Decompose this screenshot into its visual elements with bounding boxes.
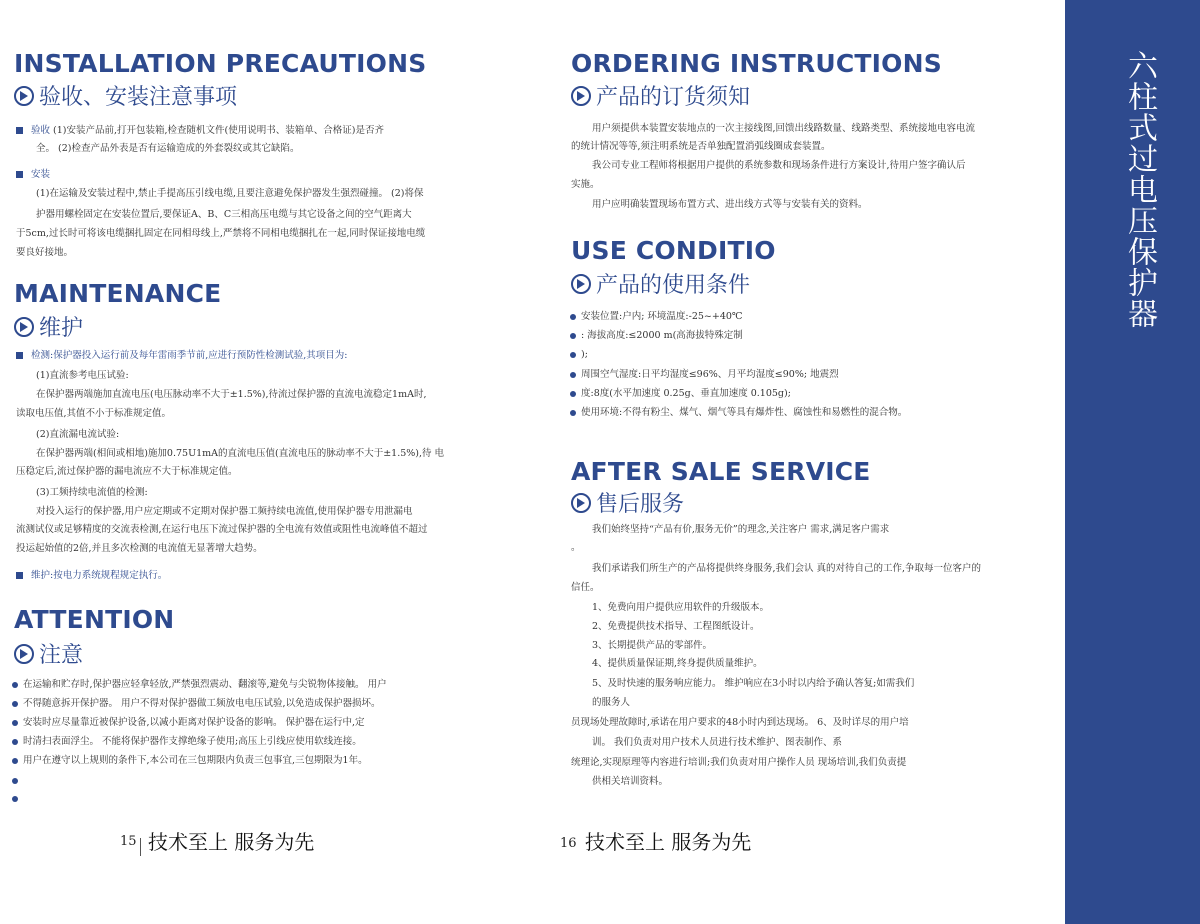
maint-lead — [16, 349, 347, 362]
dot-bullet-icon — [570, 372, 576, 378]
use-line5-text: 度:8度(水平加速度 0.25g、垂直加速度 0.105g); — [581, 388, 791, 399]
service-line6: 2、免费提供技术指导、工程图纸设计。 — [592, 621, 760, 632]
maintenance-title-cn — [14, 311, 83, 342]
dot-bullet-icon — [570, 333, 576, 339]
service-line13: 统理论,实现原理等内容进行培训;我们负责对用户操作人员 现场培训,我们负责提 — [571, 757, 907, 768]
ordering-title-cn-text: 产品的订货须知 — [596, 85, 751, 110]
use-line4 — [570, 368, 839, 381]
service-line11: 员现场处理故障时,承诺在用户要求的48小时内到达现场。 6、及时详尽的用户培 — [571, 717, 909, 728]
maintenance-title-cn-text: 维护 — [39, 316, 84, 341]
sidebar — [1065, 0, 1200, 924]
attention-line2 — [12, 697, 381, 710]
dot-bullet-icon — [570, 314, 576, 320]
attention-title-cn-text: 注意 — [39, 643, 84, 668]
installation-title-cn-text: 验收、安装注意事项 — [39, 85, 238, 110]
attention-line3 — [12, 716, 365, 729]
use-title-en: USE CONDITIO — [571, 236, 776, 265]
service-line10: 的服务人 — [592, 697, 631, 708]
install-b2-line2: 护器用螺栓固定在安装位置后,要保证A、B、C三相高压电缆与其它设备之间的空气距离大 — [36, 209, 412, 220]
attention-line2-text: 不得随意拆开保护器。 用户不得对保护器做工频放电电压试验,以免造成保护器损坏。 — [23, 698, 381, 709]
install-b2-line4: 要良好接地。 — [16, 247, 74, 258]
maint-line7: (3)工频持续电流值的检测: — [36, 487, 148, 498]
left-page — [0, 0, 540, 924]
maint-line9: 流测试仪或足够精度的交流表检测,在运行电压下流过保护器的全电流有效值或阻性电流峰值不超过 — [16, 524, 428, 535]
install-b2-label: 安装 — [31, 169, 51, 180]
service-line9: 5、及时快速的服务响应能力。 维护响应在3小时以内给予确认答复;如需我们 — [592, 678, 915, 689]
maint-line10: 投运起始值的2倍,并且多次检测的电流值无显著增大趋势。 — [16, 543, 263, 554]
use-line1-text: 安装位置:户内; 环境温度:-25~+40℃ — [581, 311, 743, 322]
attention-line1 — [12, 678, 387, 691]
maint-line1: (1)直流参考电压试验: — [36, 370, 129, 381]
attention-line5 — [12, 754, 368, 767]
use-line6-text: 使用环境:不得有粉尘、煤气、烟气等具有爆炸性、腐蚀性和易燃性的混合物。 — [581, 407, 908, 418]
attention-line5-text: 用户在遵守以上规则的条件下,本公司在三包期限内负责三包事宜,三包期限为1年。 — [23, 755, 368, 766]
use-line3-text: ); — [581, 349, 588, 360]
chevron-right-icon — [14, 317, 34, 337]
dot-bullet-icon — [570, 391, 576, 397]
attention-line4 — [12, 735, 362, 748]
service-line1: 我们始终坚持“产品有价,服务无价”的理念,关注客户 需求,满足客户需求 — [592, 524, 890, 535]
installation-title-cn — [14, 80, 237, 111]
ordering-line4: 实施。 — [571, 179, 600, 190]
attention-title-cn — [14, 638, 83, 669]
use-line1 — [570, 310, 743, 323]
attention-line4-text: 时清扫表面浮尘。 不能将保护器作支撑绝缘子使用;高压上引线应使用软线连接。 — [23, 736, 362, 747]
service-line4: 信任。 — [571, 582, 600, 593]
use-line5 — [570, 387, 791, 400]
use-title-cn-text: 产品的使用条件 — [596, 273, 751, 298]
service-title-cn-text: 售后服务 — [596, 492, 685, 517]
maint-line3: 读取电压值,其值不小于标准规定值。 — [16, 408, 172, 419]
page-number-right: 16 — [560, 836, 577, 851]
installation-title-en: INSTALLATION PRECAUTIONS — [14, 49, 427, 78]
square-bullet-icon — [16, 352, 23, 359]
use-line3 — [570, 348, 588, 361]
install-b1-text1: (1)安装产品前,打开包装箱,检查随机文件(使用说明书、装箱单、合格证)是否齐 — [53, 125, 384, 136]
page-divider — [140, 838, 141, 856]
footer-slogan-right: 技术至上 服务为先 — [585, 830, 752, 854]
use-line2 — [570, 329, 743, 342]
dot-bullet-icon — [12, 778, 18, 784]
service-title-en: AFTER SALE SERVICE — [571, 457, 871, 486]
attention-title-en: ATTENTION — [14, 605, 175, 634]
chevron-right-icon — [14, 644, 34, 664]
maint-line6: 压稳定后,流过保护器的漏电流应不大于标准规定值。 — [16, 466, 238, 477]
service-line7: 3、长期提供产品的零部件。 — [592, 640, 713, 651]
maint-line2: 在保护器两端施加直流电压(电压脉动率不大于±1.5%),待流过保护器的直流电流稳定1mA时, — [36, 389, 427, 400]
dot-bullet-icon — [12, 701, 18, 707]
service-line8: 4、提供质量保证期,终身提供质量维护。 — [592, 658, 763, 669]
square-bullet-icon — [16, 572, 23, 579]
maint-line8: 对投入运行的保护器,用户应定期或不定期对保护器工频持续电流值,使用保护器专用泄漏电 — [36, 506, 413, 517]
service-title-cn — [571, 487, 684, 518]
page-number-left: 15 — [120, 834, 137, 849]
dot-bullet-icon — [12, 739, 18, 745]
service-line14: 供相关培训资料。 — [592, 776, 669, 787]
maint-tail-text: 维护:按电力系统规程规定执行。 — [31, 570, 168, 581]
install-b2-line3: 于5cm,过长时可将该电缆捆扎固定在同相母线上,严禁将不同相电缆捆扎在一起,同时保证接地电缆 — [16, 228, 426, 239]
use-title-cn — [571, 268, 750, 299]
maintenance-title-en: MAINTENANCE — [14, 279, 222, 308]
ordering-line2: 的统计情况等等,须注明系统是否单独配置消弧线圈成套装置。 — [571, 141, 831, 152]
right-page — [560, 0, 1060, 924]
ordering-line5: 用户应明确装置现场布置方式、进出线方式等与安装有关的资料。 — [592, 199, 868, 210]
use-line2-text: : 海拔高度:≤2000 m(高海拔特殊定制 — [581, 330, 743, 341]
service-line12: 训。 我们负责对用户技术人员进行技术维护、图表制作、系 — [592, 737, 843, 748]
maint-tail — [16, 569, 167, 582]
dot-bullet-icon — [12, 720, 18, 726]
service-line3: 我们承诺我们所生产的产品将提供终身服务,我们会认 真的对待自己的工作,争取每一位客户的 — [592, 563, 982, 574]
footer-slogan-left: 技术至上 服务为先 — [148, 830, 315, 854]
install-b1-label: 验收 — [31, 125, 51, 136]
dot-bullet-icon — [570, 410, 576, 416]
ordering-title-cn — [571, 80, 750, 111]
service-line5: 1、免费向用户提供应用软件的升级版本。 — [592, 602, 770, 613]
maint-line5: 在保护器两端(相间或相地)施加0.75U1mA的直流电压值(直流电压的脉动率不大于±1.5%),待 电 — [36, 448, 445, 459]
chevron-right-icon — [571, 274, 591, 294]
square-bullet-icon — [16, 171, 23, 178]
ordering-title-en: ORDERING INSTRUCTIONS — [571, 49, 942, 78]
use-line6 — [570, 406, 907, 419]
use-line4-text: 周围空气湿度:日平均湿度≤96%、月平均湿度≤90%; 地震烈 — [581, 369, 839, 380]
install-b1-line2: 全。 (2)检查产品外表是否有运输造成的外套裂纹或其它缺陷。 — [36, 143, 300, 154]
sidebar-title: 六柱式过电压保护器 — [1122, 50, 1157, 329]
ordering-line1: 用户须提供本装置安装地点的一次主接线图,回馈出线路数量、线路类型、系统接地电容电流 — [592, 123, 976, 134]
square-bullet-icon — [16, 127, 23, 134]
ordering-line3: 我公司专业工程师将根据用户提供的系统参数和现场条件进行方案设计,待用户签字确认后 — [592, 160, 966, 171]
install-b2-line1: (1)在运输及安装过程中,禁止手提高压引线电缆,且要注意避免保护器发生强烈碰撞。 (2)将保 — [36, 188, 424, 199]
chevron-right-icon — [571, 493, 591, 513]
dot-bullet-icon — [12, 758, 18, 764]
service-line2: 。 — [571, 542, 581, 553]
maint-lead-text: 检测:保护器投入运行前及每年雷雨季节前,应进行预防性检测试验,其项目为: — [31, 350, 348, 361]
install-b2-label-line — [16, 168, 50, 181]
maint-line4: (2)直流漏电流试验: — [36, 429, 120, 440]
attention-line3-text: 安装时应尽量靠近被保护设备,以减小距离对保护设备的影响。 保护器在运行中,定 — [23, 717, 365, 728]
dot-bullet-icon — [12, 682, 18, 688]
dot-bullet-icon — [570, 352, 576, 358]
chevron-right-icon — [14, 86, 34, 106]
chevron-right-icon — [571, 86, 591, 106]
attention-line1-text: 在运输和贮存时,保护器应轻拿轻放,严禁强烈震动、翻滚等,避免与尖锐物体接触。 用户 — [23, 679, 387, 690]
dot-bullet-icon — [12, 796, 18, 802]
install-b1-line1 — [16, 124, 384, 137]
